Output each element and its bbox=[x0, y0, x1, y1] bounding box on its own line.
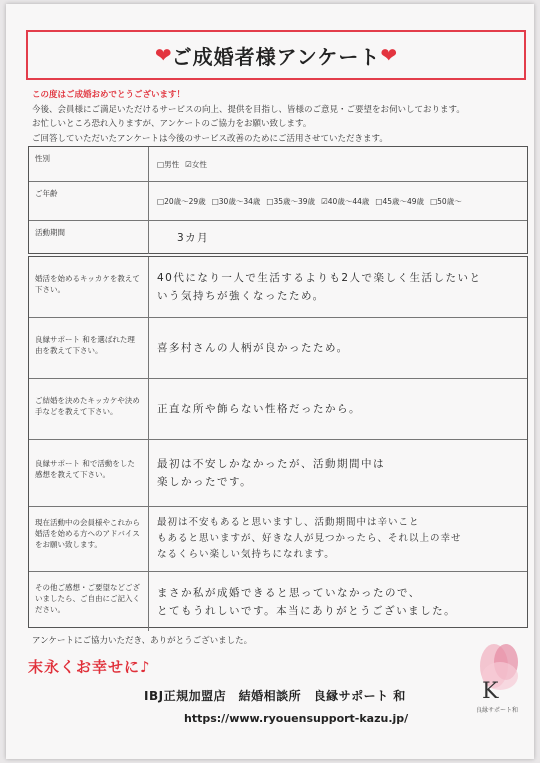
question-row bbox=[29, 440, 527, 507]
question-label: 良縁サポート 和を選ばれた理由を教えて下さい。 bbox=[29, 318, 149, 378]
page-title: ご成婚者様アンケート bbox=[171, 44, 381, 69]
question-row bbox=[29, 318, 527, 379]
period-value bbox=[149, 221, 527, 254]
answer-cell bbox=[149, 440, 527, 506]
period-row bbox=[29, 221, 527, 254]
questions-table bbox=[28, 256, 528, 628]
logo-caption: 良縁サポート和 bbox=[476, 707, 519, 714]
answer-cell bbox=[149, 507, 527, 571]
question-row bbox=[29, 572, 527, 631]
answer-text bbox=[157, 339, 349, 357]
intro-lead: この度はご成婚おめでとうございます！ bbox=[32, 90, 186, 100]
svg-text:K: K bbox=[482, 679, 499, 704]
age-label: ご年齢 bbox=[29, 182, 149, 220]
answer-cell bbox=[149, 318, 527, 378]
heart-icon: ❤ bbox=[154, 43, 172, 67]
answer-line: もあると思いますが、好きな人が見つかったら、それ以上の幸せ bbox=[157, 533, 462, 544]
survey-sheet bbox=[6, 4, 534, 759]
age-option[interactable]: □30歳～34歳 bbox=[211, 196, 261, 206]
answer-text bbox=[157, 584, 456, 620]
answer-line: 最初は不安もあると思いますし、活動期間中は辛いこと bbox=[157, 517, 420, 528]
wish-text: 末永くお幸せに♪ bbox=[28, 658, 151, 676]
answer-text bbox=[157, 400, 361, 418]
answer-line: まさか私が成婚できると思っていなかったので、 bbox=[157, 586, 421, 599]
answer-line: 最初は不安しかなかったが、活動期間中は bbox=[157, 458, 385, 470]
age-options bbox=[149, 182, 527, 220]
question-label: 婚活を始めるキッカケを教えて下さい。 bbox=[29, 257, 149, 317]
gender-option-female[interactable]: ☑女性 bbox=[185, 159, 207, 169]
period-label: 活動期間 bbox=[29, 221, 149, 254]
age-row bbox=[29, 182, 527, 221]
heart-icon: ❤ bbox=[380, 43, 398, 67]
gender-options bbox=[149, 147, 527, 181]
answer-text bbox=[157, 455, 385, 491]
profile-table bbox=[28, 146, 528, 254]
thanks-text: アンケートにご協力いただき、ありがとうございました。 bbox=[32, 636, 253, 646]
title-box bbox=[26, 30, 526, 80]
age-option[interactable]: □35歳～39歳 bbox=[266, 196, 316, 206]
answer-line: とてもうれしいです。本当にありがとうございました。 bbox=[157, 604, 457, 617]
intro-line: ご回答していただいたアンケートは今後のサービス改善のためにご活用させていただきます。 bbox=[32, 133, 388, 144]
answer-text bbox=[157, 269, 482, 305]
question-row bbox=[29, 507, 527, 572]
question-label: 良縁サポート 和で活動をした感想を教えて下さい。 bbox=[29, 440, 149, 506]
answer-text bbox=[157, 515, 462, 563]
age-option[interactable]: □20歳～29歳 bbox=[157, 196, 206, 206]
question-label: その他ご感想・ご要望などございましたら、ご自由にご記入ください。 bbox=[29, 572, 149, 631]
answer-cell bbox=[149, 572, 527, 631]
answer-cell bbox=[149, 379, 527, 439]
age-option[interactable]: ☑40歳～44歳 bbox=[321, 196, 370, 206]
question-label: ご結婚を決めたキッカケや決め手などを教えて下さい。 bbox=[29, 379, 149, 439]
intro-line: お忙しいところ恐れ入りますが、アンケートのご協力をお願い致します。 bbox=[32, 119, 312, 129]
website-url[interactable]: https://www.ryouensupport-kazu.jp/ bbox=[184, 712, 409, 725]
intro-text bbox=[32, 88, 512, 146]
gender-row bbox=[29, 147, 527, 182]
answer-line: 楽しかったです。 bbox=[157, 476, 253, 488]
answer-cell bbox=[149, 257, 527, 317]
age-option[interactable]: □50歳～ bbox=[430, 196, 462, 206]
answer-line: いう気持ちが強くなったため。 bbox=[157, 290, 325, 302]
gender-label: 性別 bbox=[29, 147, 149, 181]
answer-line: 喜多村さんの人柄が良かったため。 bbox=[157, 342, 349, 354]
question-row bbox=[29, 379, 527, 440]
answer-line: なるくらい楽しい気持ちになれます。 bbox=[157, 549, 335, 560]
question-label: 現在活動中の会員様やこれから婚活を始める方へのアドバイスをお願い致します。 bbox=[29, 507, 149, 571]
organization-name: IBJ正規加盟店 結婚相談所 良縁サポート 和 bbox=[144, 689, 406, 703]
answer-line: 正直な所や飾らない性格だったから。 bbox=[157, 403, 361, 415]
period-answer: 3カ月 bbox=[177, 231, 210, 244]
brand-logo-icon bbox=[472, 640, 528, 718]
intro-line: 今後、会員様にご満足いただけるサービスの向上、提供を目指し、皆様のご意見・ご要望をお伺いしております。 bbox=[32, 104, 465, 115]
question-row bbox=[29, 257, 527, 318]
gender-option-male[interactable]: □男性 bbox=[157, 159, 180, 169]
answer-line: 40代になり一人で生活するよりも2人で楽しく生活したいと bbox=[157, 272, 482, 284]
age-option[interactable]: □45歳～49歳 bbox=[375, 196, 425, 206]
